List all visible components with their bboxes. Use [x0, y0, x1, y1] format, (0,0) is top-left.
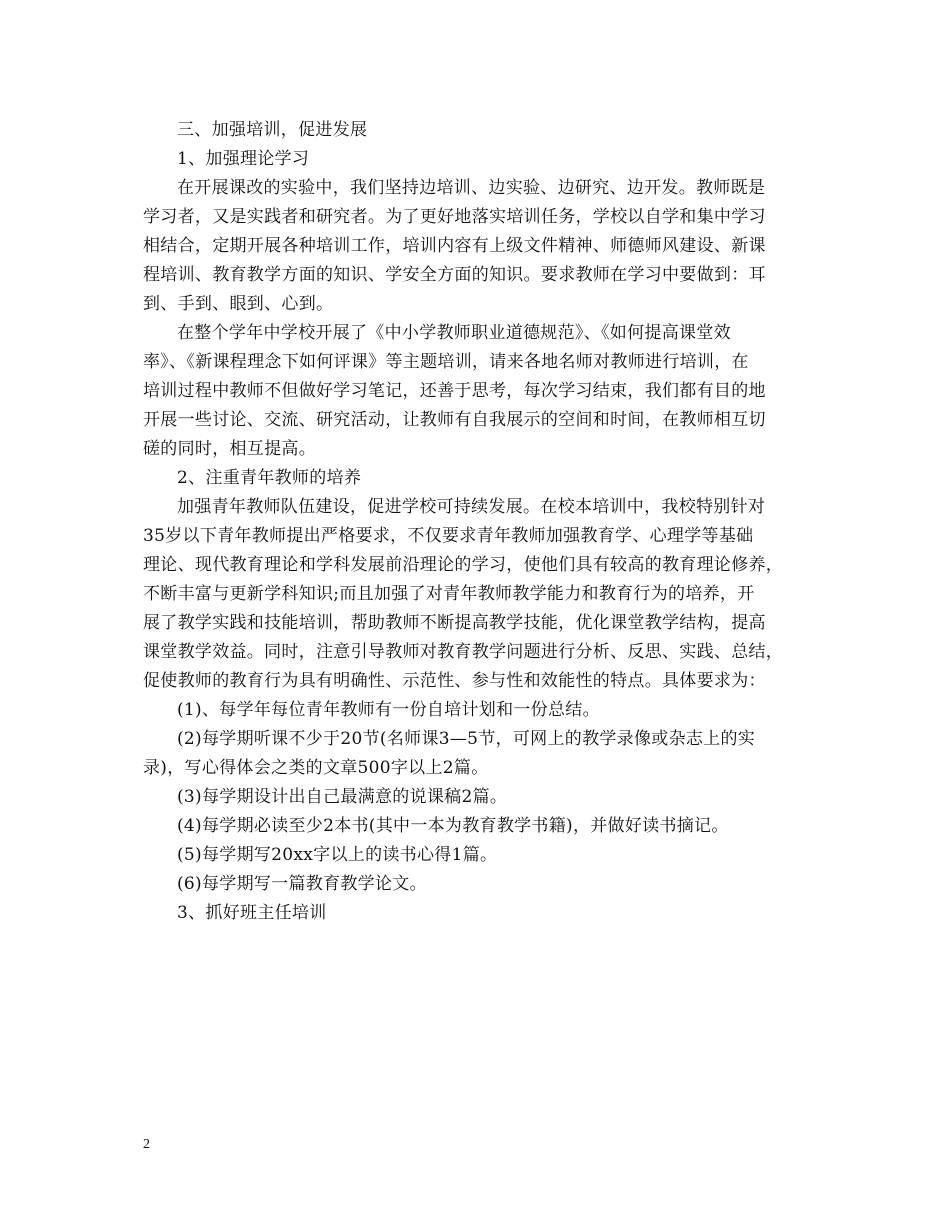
text-line: 不断丰富与更新学科知识;而且加强了对青年教师教学能力和教育行为的培养，开 [143, 584, 755, 604]
list-item: (4)每学期必读至少2本书(其中一本为教育教学书籍)，并做好读书摘记。 [177, 816, 729, 836]
text-line: 在整个学年中学校开展了《中小学教师职业道德规范》、《如何提高课堂效 [177, 323, 731, 343]
list-item: (1)、每学年每位青年教师有一份自培计划和一份总结。 [177, 700, 600, 720]
subsection-heading: 3、抓好班主任培训 [177, 903, 327, 923]
text-line: 学习者，又是实践者和研究者。为了更好地落实培训任务，学校以自学和集中学习 [143, 207, 766, 227]
text-line: 相结合，定期开展各种培训工作，培训内容有上级文件精神、师德师风建设、新课 [143, 236, 766, 256]
document-body [143, 116, 823, 928]
text-line: 理论、现代教育理论和学科发展前沿理论的学习，使他们具有较高的教育理论修养， [143, 555, 784, 575]
subsection-heading: 2、注重青年教师的培养 [177, 468, 362, 488]
text-line: 率》、《新课程理念下如何评课》等主题培训，请来各地名师对教师进行培训，在 [143, 352, 749, 372]
text-line: 磋的同时，相互提高。 [143, 439, 316, 459]
text-line: 加强青年教师队伍建设，促进学校可持续发展。在校本培训中，我校特别针对 [177, 497, 766, 517]
list-item: (5)每学期写20xx字以上的读书心得1篇。 [177, 845, 498, 865]
text-line: 课堂教学效益。同时，注意引导教师对教育教学问题进行分析、反思、实践、总结， [143, 642, 784, 662]
subsection-heading: 1、加强理论学习 [177, 149, 310, 169]
text-line: 在开展课改的实验中，我们坚持边培训、边实验、边研究、边开发。教师既是 [177, 178, 766, 198]
text-line: 展了教学实践和技能培训，帮助教师不断提高教学技能，优化课堂教学结构，提高 [143, 613, 766, 633]
list-item-continuation: 录)，写心得体会之类的文章500字以上2篇。 [143, 758, 489, 778]
list-item: (2)每学期听课不少于20节(名师课3—5节，可网上的教学录像或杂志上的实 [177, 729, 756, 749]
text-line: 开展一些讨论、交流、研究活动，让教师有自我展示的空间和时间，在教师相互切 [143, 410, 766, 430]
section-heading: 三、加强培训，促进发展 [177, 120, 368, 140]
text-line: 35岁以下青年教师提出严格要求，不仅要求青年教师加强教育学、心理学等基础 [143, 526, 754, 546]
text-line: 培训过程中教师不但做好学习笔记，还善于思考，每次学习结束，我们都有目的地 [143, 381, 766, 401]
text-line: 到、手到、眼到、心到。 [143, 294, 334, 314]
page-number: 2 [143, 1137, 150, 1152]
text-line: 程培训、教育教学方面的知识、学安全方面的知识。要求教师在学习中要做到：耳 [143, 265, 766, 285]
list-item: (6)每学期写一篇教育教学论文。 [177, 874, 427, 894]
list-item: (3)每学期设计出自己最满意的说课稿2篇。 [177, 787, 508, 807]
text-line: 促使教师的教育行为具有明确性、示范性、参与性和效能性的特点。具体要求为： [143, 671, 766, 691]
